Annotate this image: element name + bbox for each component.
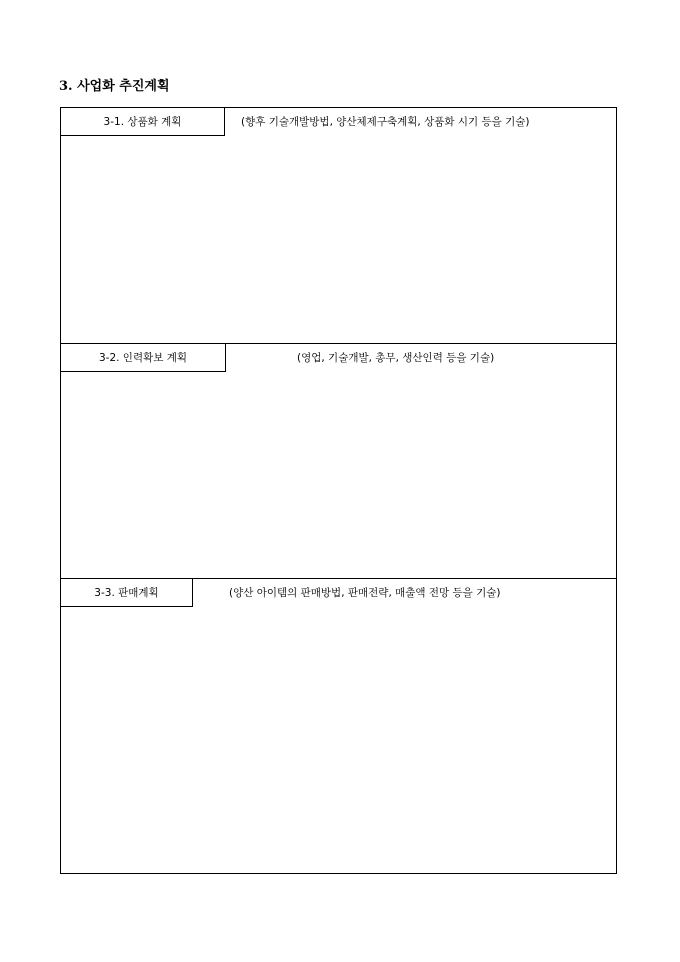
section-hint-staffing: (영업, 기술개발, 총무, 생산인력 등을 기술) bbox=[297, 352, 495, 364]
section-label-commercialization: 3-1. 상품화 계획 bbox=[61, 108, 225, 136]
section-label-staffing: 3-2. 인력확보 계획 bbox=[61, 344, 226, 372]
commercialization-plan-field[interactable] bbox=[61, 136, 616, 343]
section-hint-commercialization: (향후 기술개발방법, 양산체제구축계획, 상품화 시기 등을 기술) bbox=[241, 116, 530, 128]
section-sales-plan bbox=[61, 578, 616, 873]
section-staffing-plan bbox=[61, 343, 616, 578]
section-hint-sales: (양산 아이템의 판매방법, 판매전략, 매출액 전망 등을 기술) bbox=[229, 587, 501, 599]
page-title: 3. 사업화 추진계획 bbox=[59, 79, 170, 94]
business-plan-form bbox=[60, 107, 617, 874]
section-label-sales: 3-3. 판매계획 bbox=[61, 579, 193, 607]
sales-plan-field[interactable] bbox=[61, 607, 616, 873]
section-commercialization-plan bbox=[61, 108, 616, 343]
staffing-plan-field[interactable] bbox=[61, 372, 616, 578]
